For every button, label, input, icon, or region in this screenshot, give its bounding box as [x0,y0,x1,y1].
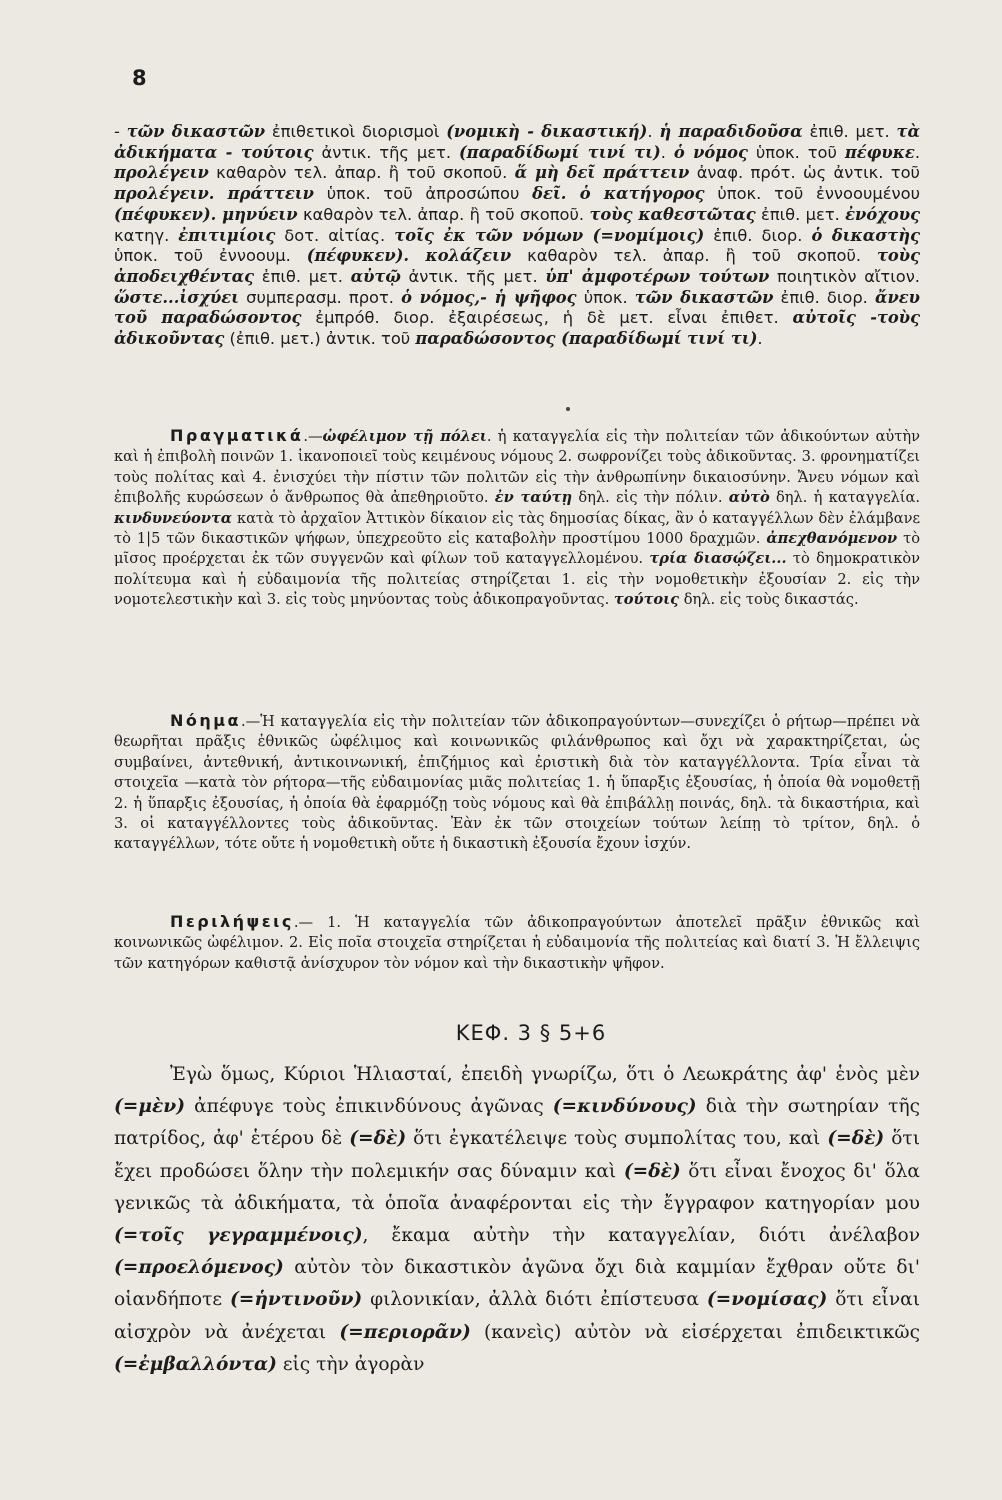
text-run: δηλ. εἰς τὴν πόλιν. [572,489,729,507]
emphasis-term: τρία διασῴζει... [649,550,787,568]
emphasis-term: (=τοῖς γεγραμμένοις) [114,1225,363,1247]
text-run: ὑποκ. τοῦ [747,142,845,162]
text-run: ἐμπρόθ. διορ. ἐξαιρέσεως, ἡ δὲ μετ. εἶναι ἐπιθετ. [301,308,793,328]
text-run: δηλ. ἡ καταγγελία. [769,489,921,507]
text-run: . [757,329,763,349]
text-run: . [647,122,660,141]
chapter-heading: ΚΕΦ. 3 § 5+6 [455,1021,607,1045]
text-run: .—Ἡ καταγγελία εἰς τὴν πολιτείαν τῶν ἀδικοπραγούντων—συνεχίζει ὁ ρήτωρ—πρέπει νὰ θεωρῆται πρᾶξις ἐθνικῶς ὠφέλιμος καὶ κοινωνικῶς φιλάνθρωπος καὶ ὄχι νὰ χαρακτηρίζεται, ὡς συμβαίνει, ἀντεθνική, ἀντικοινωνική, ἐπιζήμιος καὶ ἐριστικὴ διὰ τὸν καταγγέλλοντα. Τρία εἶναι τὰ στοιχεῖα —κατὰ τὸν ρήτορα—τῆς εὐδαιμονίας μιᾶς πολιτείας 1. ἡ ὕπαρξις ἐξουσίας, ἡ ὁποία θὰ νομοθετῇ 2. ἡ ὕπαρξις ἐξουσίας, ἡ ὁποία θὰ ἐφαρμόζῃ τοὺς νόμους καὶ θὰ ἐπιβάλλῃ ποινάς, δηλ. τὰ δικαστήρια, καὶ 3. οἱ καταγγέλλοντες τοὺς ἀδικοῦντας. Ἐὰν ἐκ τῶν στοιχείων τούτων λείπῃ τὸ τρίτον, δηλ. ὁ καταγγέλλων, τότε οὔτε ἡ νομοθετικὴ οὔτε ἡ δικαστικὴ ἐξουσία ἔχουν ἰσχύν. [114,713,920,853]
emphasis-term: αὐτοῖς -τοὺς ἀδικοῦντας [114,308,920,349]
section-noima [114,711,920,855]
section-heading: Περιλήψεις [170,912,294,931]
text-run: ὅτι εἶναι ἔνοχος δι' ὅλα γενικῶς τὰ ἀδικήματα, τὰ ὁποῖα ἀναφέρονται εἰς τὴν ἔγγραφον κατηγορίαν μου [114,1160,920,1214]
text-run: ὑποκ. τοῦ ἐννοουμένου [704,184,921,204]
text-run: κατὰ τὸ ἀρχαῖον Ἀττικὸν δίκαιον εἰς τὰς δημοσίας δίκας, ἂν ὁ καταγγέλλων δὲν ἐλάμβανε τὸ 1|5 τῶν δικαστικῶν ψήφων, ὑπεχρεοῦτο εἰς καταβολὴν προστίμου 1000 δραχμῶν. [114,509,920,548]
emphasis-term: ὥστε...ἰσχύει [114,287,240,307]
text-run: κατηγ. [114,225,179,245]
emphasis-term: (=μὲν) [114,1096,185,1118]
text-run: ἐπιθετικοὶ διορισμοὶ [265,122,447,141]
text-run: ἐπιθ. μετ. [802,122,897,141]
text-run: τὸ δημοκρατικὸν πολίτευμα καὶ ἡ εὐδαιμονία τῆς πολιτείας στηρίζεται 1. εἰς τὴν νομοθετικὴν ἐξουσίαν 2. εἰς τὴν νομοτελεστικὴν καὶ 3. εἰς τοὺς μηνύοντας τοὺς ἀδικοπραγοῦντας. [114,550,921,609]
emphasis-term: (παραδίδωμί τινί τι) [458,142,661,162]
text-run: ἀναφ. πρότ. ὡς ἀντικ. τοῦ [689,163,920,183]
emphasis-term: (=προελόμενος) [114,1257,284,1279]
text-run: ἐπιθ. μετ. [254,266,351,286]
emphasis-term: (=δὲ) [827,1128,885,1150]
text-run: διὰ τὴν σωτηρίαν τῆς πατρίδος, ἀφ' ἑτέρου δὲ [114,1096,920,1150]
section-perilipseis [114,912,920,974]
emphasis-term: (=ἐμβαλλόντα) [114,1353,277,1375]
text-run: , ἔκαμα αὐτὴν τὴν καταγγελίαν, διότι ἀνέλαβον [362,1225,920,1247]
text-run: - [114,122,127,141]
emphasis-term: αὐτὸ [728,489,770,507]
emphasis-term: ὁ νόμος,- ἡ ψῆφος [401,287,577,307]
text-run: ἐπιθ. διορ. [704,225,812,245]
text-run: ἀπέφυγε τοὺς ἐπικινδύνους ἀγῶνας [185,1096,553,1118]
text-run: αὐτὸν τὸν δικαστικὸν ἀγῶνα ὄχι διὰ καμμίαν ἔχθραν οὔτε δι' οἱανδήποτε [114,1257,920,1311]
text-run: δοτ. αἰτίας. [275,225,395,245]
text-run: τὸ μῖσος προέρχεται ἐκ τῶν συγγενῶν καὶ φίλων τοῦ καταγγελλομένου. [114,530,920,568]
text-run: ἀντικ. τῆς μετ. [313,142,459,162]
emphasis-term: (=κινδύνους) [552,1096,697,1118]
emphasis-term: τὰ ἀδικήματα - τούτοις [114,122,920,162]
text-run: καθαρὸν τελ. ἀπαρ. ἢ τοῦ σκοποῦ. [297,204,590,224]
emphasis-term: ὑπ' ἀμφοτέρων τούτων [545,266,770,286]
emphasis-term: ἐν ταύτῃ [494,489,573,507]
text-run: ὅτι ἔχει προδώσει ὅλην τὴν πολεμικήν σας δύναμιν καὶ [114,1128,920,1182]
text-run: . [914,142,920,162]
text-run: (ἐπιθ. μετ.) ἀντικ. τοῦ [224,329,416,349]
text-run: ὅτι ἐγκατέλειψε τοὺς συμπολίτας του, καὶ [406,1128,828,1150]
emphasis-term: (=νομίσας) [706,1289,828,1311]
emphasis-term: ὠφέλιμον τῇ πόλει [322,428,487,445]
text-run: .— [303,428,323,445]
emphasis-term: προλέγειν [114,163,209,183]
emphasis-term: τῶν δικαστῶν [634,287,774,307]
grammar-notes [114,122,920,350]
text-run: (κανεὶς) αὐτὸν νὰ εἰσέρχεται ἐπιδεικτικῶς [470,1321,920,1343]
text-run: δηλ. εἰς τοὺς δικαστάς. [679,591,859,609]
section-heading: Πραγματικά [170,426,304,445]
text-run: Ἐγὼ ὅμως, Κύριοι Ἡλιασταί, ἐπειδὴ γνωρίζω, ὅτι ὁ Λεωκράτης ἀφ' ἑνὸς μὲν [170,1064,920,1085]
emphasis-term: (νομικὴ - δικαστική) [446,122,648,141]
emphasis-term: προλέγειν. πράττειν [114,184,314,204]
emphasis-term: (=δὲ) [623,1160,681,1182]
text-run: ὑποκ. τοῦ ἀπροσώπου [313,184,533,204]
text-run: καθαρὸν τελ. ἀπαρ. ἢ τοῦ σκοποῦ. [511,246,877,266]
text-run: ἐπιθ. διορ. [773,287,875,307]
emphasis-term: ἀπεχθανόμενον [766,530,898,548]
emphasis-term: ἅ μὴ δεῖ πράττειν [514,163,690,183]
translation-text [114,1059,920,1381]
emphasis-term: παραδώσοντος (παραδίδωμί τινί τι) [415,329,758,349]
emphasis-term: (=περιορᾶν) [339,1321,471,1343]
text-run: ἐπιθ. μετ. [755,204,846,224]
emphasis-term: τοὺς καθεστῶτας [589,204,756,224]
page-number: 8 [132,66,147,90]
text-run: φιλονικίαν, ἀλλὰ διότι ἐπίστευσα [362,1289,707,1311]
section-pragmatika [114,426,920,611]
emphasis-term: ἐνόχους [845,204,920,224]
emphasis-term: ἡ παραδιδοῦσα [659,122,803,141]
emphasis-term: τοὺς ἀποδειχθέντας [114,246,920,286]
emphasis-term: (=ἡντινοῦν) [229,1289,363,1311]
emphasis-term: ἄνευ τοῦ παραδώσοντος [114,287,920,328]
separator-dot [566,407,570,411]
emphasis-term: δεῖ. ὁ κατήγορος [532,184,705,204]
text-run: ἀντικ. τῆς μετ. [400,266,546,286]
emphasis-term: τῶν δικαστῶν [126,122,266,141]
text-run: εἰς τὴν ἀγορὰν [276,1353,425,1375]
section-heading: Νόημα [170,711,242,730]
emphasis-term: πέφυκε [844,142,915,162]
emphasis-term: αὐτῷ [350,266,401,286]
text-run: ὑποκ. τοῦ ἐννοουμ. [114,246,307,266]
emphasis-term: κινδυνεύοντα [114,509,233,527]
text-run: . ἡ καταγγελία εἰς τὴν πολιτείαν τῶν ἀδικούντων αὐτὴν καὶ ἡ ἐπιβολὴ ποινῶν 1. ἱκανοποιεῖ τοὺς κειμένους νόμους 2. σωφρονίζει τοὺς ἀδικοῦντας. 3. φρονηματίζει τοὺς πολίτας καὶ 4. ἐνισχύει τὴν πίστιν τῶν πολιτῶν εἰς τὴν ἀνθρωπίνην δικαιοσύνην. Ἄνευ νόμων καὶ ἐπιβολῆς κυρώσεων ὁ ἄνθρωπος θὰ ἀπεθηριοῦτο. [114,428,920,507]
emphasis-term: (πέφυκεν). κολάζειν [306,246,512,266]
text-run: ὅτι εἶναι αἰσχρὸν νὰ ἀνέχεται [114,1289,920,1343]
text-run: συμπερασμ. προτ. [239,287,402,307]
text-run: καθαρὸν τελ. ἀπαρ. ἢ τοῦ σκοποῦ. [208,163,515,183]
emphasis-term: ὁ δικαστὴς [811,225,921,245]
emphasis-term: (=δὲ) [349,1128,407,1150]
emphasis-term: τοῖς ἐκ τῶν νόμων (=νομίμοις) [394,225,705,245]
text-run: . [660,142,674,162]
emphasis-term: ὁ νόμος [673,142,748,162]
text-run: ποιητικὸν αἴτιον. [769,266,920,286]
text-run: ὑποκ. [576,287,635,307]
emphasis-term: ἐπιτιμίοις [178,225,276,245]
emphasis-term: (πέφυκεν). μηνύειν [114,204,298,224]
text-run: .— 1. Ἡ καταγγελία τῶν ἀδικοπραγούντων ἀποτελεῖ πρᾶξιν ἐθνικῶς καὶ κοινωνικῶς ὠφέλιμον. 2. Εἰς ποῖα στοιχεῖα στηρίζεται ἡ εὐδαιμονία τῆς πολιτείας καὶ διατί 3. Ἡ ἔλλειψις τῶν κατηγόρων καθιστᾷ ἀνίσχυρον τὸν νόμον καὶ τὴν δικαστικὴν ψῆφον. [114,914,920,972]
emphasis-term: τούτοις [613,591,680,609]
